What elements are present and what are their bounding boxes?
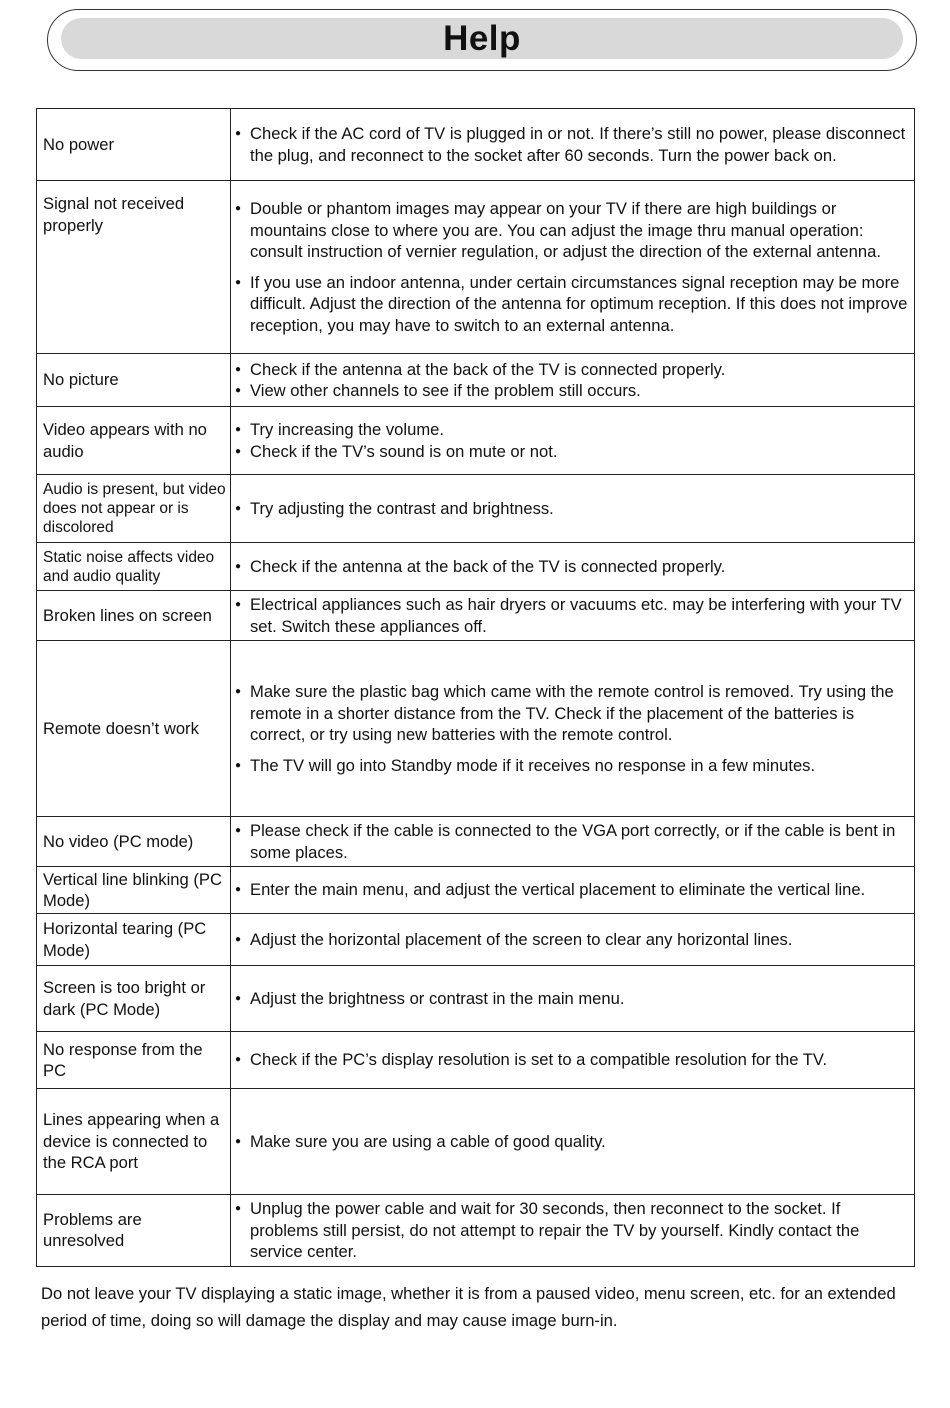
- solution-item: ● Check if the PC’s display resolution is set to a compatible resolution for the TV.: [235, 1049, 908, 1071]
- problem-cell: Vertical line blinking (PC Mode): [37, 867, 231, 914]
- solution-item: ● If you use an indoor antenna, under certain circumstances signal reception may be more difficult. Adjust the direction of the antenna for optimum reception. If this does not improve reception, you may have to switch to an external antenna.: [235, 272, 908, 337]
- solution-cell: [231, 914, 915, 966]
- problem-cell: Broken lines on screen: [37, 591, 231, 641]
- problem-cell: Problems are unresolved: [37, 1195, 231, 1267]
- solution-cell: [231, 475, 915, 543]
- solution-cell: [231, 867, 915, 914]
- burn-in-warning: Do not leave your TV displaying a static image, whether it is from a paused video, menu screen, etc. for an extended period of time, doing so will damage the display and may cause image burn-in.: [41, 1284, 896, 1330]
- solution-cell: [231, 543, 915, 591]
- solution-cell: [231, 1089, 915, 1195]
- problem-cell: No power: [37, 109, 231, 181]
- solution-item: ● Try increasing the volume.: [235, 419, 908, 441]
- solution-item: ● The TV will go into Standby mode if it receives no response in a few minutes.: [235, 755, 908, 777]
- table-row: [37, 1195, 915, 1267]
- title-banner: [47, 9, 917, 71]
- solution-cell: [231, 641, 915, 817]
- problem-cell: Remote doesn’t work: [37, 641, 231, 817]
- solution-item: ● Make sure you are using a cable of good quality.: [235, 1131, 908, 1153]
- help-table: [36, 108, 915, 1267]
- table-row: [37, 475, 915, 543]
- table-row: [37, 817, 915, 867]
- table-row: [37, 867, 915, 914]
- solution-item: ● Enter the main menu, and adjust the vertical placement to eliminate the vertical line.: [235, 879, 908, 901]
- page-title: Help: [443, 18, 521, 58]
- problem-cell: Signal not received properly: [37, 181, 231, 354]
- problem-cell: Screen is too bright or dark (PC Mode): [37, 966, 231, 1032]
- title-banner-inner: [61, 18, 903, 59]
- problem-cell: No response from the PC: [37, 1032, 231, 1089]
- table-row: [37, 966, 915, 1032]
- solution-cell: [231, 591, 915, 641]
- problem-cell: No video (PC mode): [37, 817, 231, 867]
- solution-cell: [231, 966, 915, 1032]
- solution-cell: [231, 407, 915, 475]
- solution-item: ● Adjust the brightness or contrast in the main menu.: [235, 988, 908, 1010]
- solution-item: ● Try adjusting the contrast and brightness.: [235, 498, 908, 520]
- table-row: [37, 591, 915, 641]
- solution-item: ● Adjust the horizontal placement of the screen to clear any horizontal lines.: [235, 929, 908, 951]
- table-row: [37, 1089, 915, 1195]
- solution-cell: [231, 109, 915, 181]
- problem-cell: Video appears with no audio: [37, 407, 231, 475]
- solution-item: ● Check if the AC cord of TV is plugged in or not. If there’s still no power, please disconnect the plug, and reconnect to the socket after 60 seconds. Turn the power back on.: [235, 123, 908, 166]
- table-row: [37, 641, 915, 817]
- solution-cell: [231, 1195, 915, 1267]
- table-row: [37, 109, 915, 181]
- solution-item: ● Double or phantom images may appear on your TV if there are high buildings or mountains close to where you are. You can adjust the image thru manual operation: consult instruction of vernier regulation, or adjust the direction of the external antenna.: [235, 198, 908, 263]
- table-row: [37, 1032, 915, 1089]
- solution-item: ● Check if the antenna at the back of the TV is connected properly.: [235, 359, 908, 381]
- problem-cell: Lines appearing when a device is connected to the RCA port: [37, 1089, 231, 1195]
- table-row: [37, 407, 915, 475]
- table-row: [37, 543, 915, 591]
- problem-cell: No picture: [37, 354, 231, 407]
- solution-item: ● Make sure the plastic bag which came with the remote control is removed. Try using the remote in a shorter distance from the TV. Check if the placement of the batteries is correct, or try using new batteries with the remote control.: [235, 681, 908, 746]
- problem-cell: Audio is present, but video does not appear or is discolored: [37, 475, 231, 543]
- solution-item: ● Unplug the power cable and wait for 30 seconds, then reconnect to the socket. If problems still persist, do not attempt to repair the TV by yourself. Kindly contact the service center.: [235, 1198, 908, 1263]
- solution-item: ● Check if the antenna at the back of the TV is connected properly.: [235, 556, 908, 578]
- solution-cell: [231, 354, 915, 407]
- solution-cell: [231, 181, 915, 354]
- table-row: [37, 914, 915, 966]
- solution-cell: [231, 1032, 915, 1089]
- problem-cell: Static noise affects video and audio quality: [37, 543, 231, 591]
- solution-cell: [231, 817, 915, 867]
- solution-item: ● Electrical appliances such as hair dryers or vacuums etc. may be interfering with your TV set. Switch these appliances off.: [235, 594, 908, 637]
- solution-item: ● View other channels to see if the problem still occurs.: [235, 380, 908, 402]
- table-row: [37, 181, 915, 354]
- table-row: [37, 354, 915, 407]
- problem-cell: Horizontal tearing (PC Mode): [37, 914, 231, 966]
- solution-item: ● Check if the TV’s sound is on mute or not.: [235, 441, 908, 463]
- solution-item: ● Please check if the cable is connected to the VGA port correctly, or if the cable is bent in some places.: [235, 820, 908, 863]
